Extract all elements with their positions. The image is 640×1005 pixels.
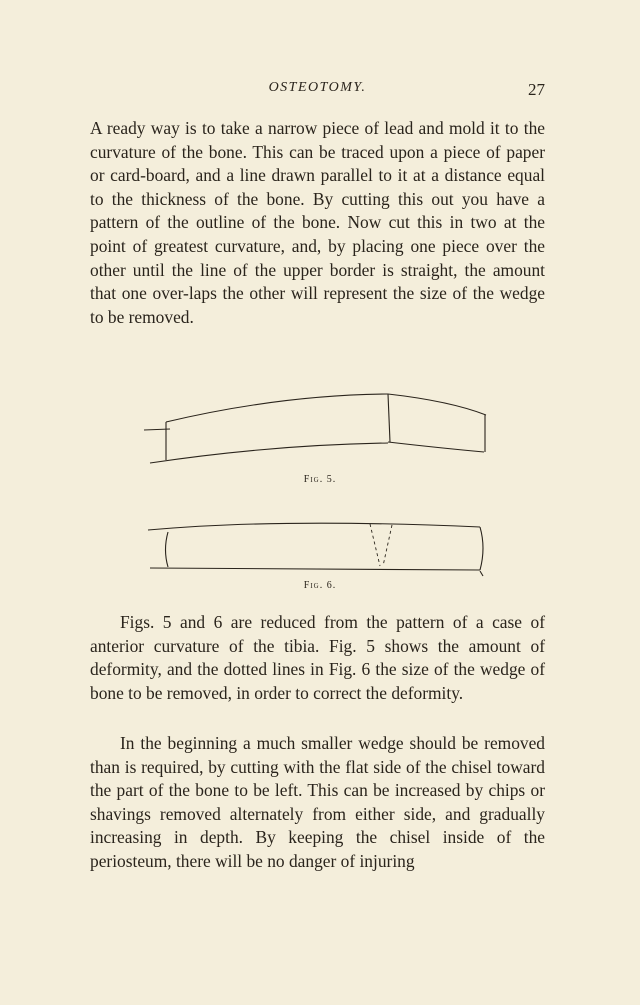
fig6-right-end	[480, 527, 483, 570]
figure-6-caption: Fig. 6.	[303, 580, 337, 591]
running-title: OSTEOTOMY.	[268, 80, 367, 95]
page-number: 27	[528, 80, 545, 99]
running-head	[90, 80, 545, 102]
fig5-right-bottom-edge	[388, 442, 484, 452]
fig5-left-bottom-edge	[150, 443, 388, 463]
figure-5-drawing	[130, 385, 510, 475]
fig5-left-top-edge	[166, 394, 388, 422]
fig6-right-tick	[480, 571, 483, 576]
figure-6-drawing	[130, 510, 510, 580]
paragraph-lead-pattern: A ready way is to take a narrow piece of lead and mold it to the curvature of the bone. This can be traced upon a piece of paper or card-board, and a line drawn parallel to it at a distance equal to the thickness of the bone. By cutting this out you have a pattern of the outline of the bone. Now cut this in two at the point of greatest curvature, and, by placing one piece over the other until the line of the upper border is straight, the amount that one over-laps the other will represent the size of the wedge to be removed.	[90, 118, 545, 327]
fig5-right-top-edge	[388, 394, 486, 415]
fig6-top-edge	[148, 523, 480, 530]
fig6-left-end	[166, 532, 169, 567]
figure-5-caption: Fig. 5.	[303, 474, 337, 485]
fig6-wedge-dotted-left	[370, 524, 380, 566]
figure-6	[130, 510, 510, 591]
fig5-join-line	[388, 394, 390, 442]
paragraph-chisel-technique: In the beginning a much smaller wedge should be removed than is required, by cutting with the flat side of the chisel toward the part of the bone to be left. This can be increased by chips or shavings removed alternately from either side, and gradually increasing in depth. By keeping the chisel inside of the periosteum, there will be no danger of injuring	[90, 733, 545, 871]
paragraph-figures-explanation: Figs. 5 and 6 are reduced from the pattern of a case of anterior curvature of the tibia. Fig. 5 shows the amount of deformity, and the dotted lines in Fig. 6 the size of the wedge of bone to be removed, in order to correct the deformity.	[90, 612, 545, 703]
fig6-wedge-dotted-right	[383, 525, 392, 566]
fig6-bottom-edge	[150, 568, 480, 570]
figure-5	[130, 385, 510, 485]
